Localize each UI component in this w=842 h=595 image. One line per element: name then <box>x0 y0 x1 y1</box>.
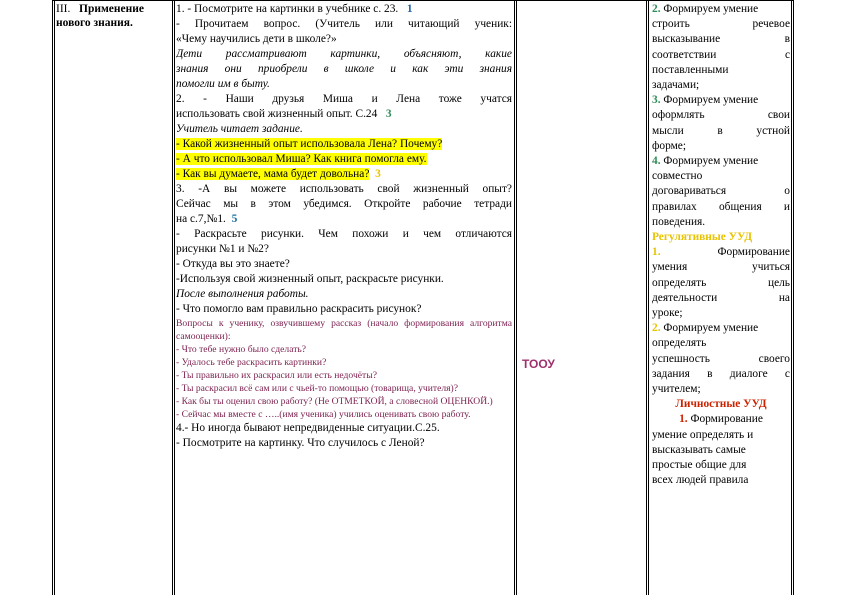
content-line: - Посмотрите на картинку. Что случилось с Леной? <box>176 437 425 449</box>
uud-line: соответствии с <box>652 48 790 61</box>
uud-line: оформлять свои <box>652 109 790 122</box>
uud-line: всех людей правила <box>652 474 749 487</box>
highlighted-question: - Какой жизненный опыт использовала Лена? Почему? <box>176 138 443 150</box>
uud-line: задачами; <box>652 79 700 92</box>
self-assessment-question: - Удалось тебе раскрасить картинки? <box>176 357 327 368</box>
uud-line: 2. Формируем умение <box>652 322 759 335</box>
uud-line: строить речевое <box>652 18 790 31</box>
uud-line: умения учиться <box>652 261 790 274</box>
self-assessment-question: - Что тебе нужно было сделать? <box>176 344 307 355</box>
content-line: - Что помогло вам правильно раскрасить рисунок? <box>176 303 422 315</box>
content-line: 4.- Но иногда бывают непредвиденные ситуации.С.25. <box>176 422 440 434</box>
content-line: - Раскрасьте рисунки. Чем похожи и чем отличаются <box>176 228 512 240</box>
uud-line: уроке; <box>652 307 683 320</box>
content-line: «Чему научились дети в школе?» <box>176 33 337 45</box>
highlighted-question: - А что использовал Миша? Как книга помогла ему. <box>176 153 427 165</box>
uud-line: определять цель <box>652 276 790 289</box>
stage-title <box>56 2 172 30</box>
uud-line: правилах общения и <box>652 200 790 213</box>
stage-title-line1: Применение <box>79 3 144 15</box>
uud-line: деятельности на <box>652 291 790 304</box>
uud-line: 1. Формирование <box>652 246 790 259</box>
uud-line: 4. Формируем умение <box>652 155 759 168</box>
teacher-note: Учитель читает задание. <box>176 123 303 135</box>
content-line: - Прочитаем вопрос. (Учитель или читающий ученик: <box>176 18 512 30</box>
teacher-note: помогли им в быту. <box>176 78 270 90</box>
table-border-right <box>791 0 794 595</box>
teacher-note: знания они приобрели в школе и как эти знания <box>176 63 512 75</box>
content-line: -Используя свой жизненный опыт, раскрасьте рисунки. <box>176 273 444 285</box>
self-assessment-question: - Как бы ты оценил свою работу? (Не ОТМЕТКОЙ, а словесной ОЦЕНКОЙ.) <box>176 396 493 407</box>
slide-number-badge: 3 <box>375 168 381 180</box>
stage-number: III. <box>56 3 71 15</box>
uud-line: задания в диалоге с <box>652 367 790 380</box>
uud-line: учителем; <box>652 383 701 396</box>
self-assessment-question: - Ты раскрасил всё сам или с чьей-то помощью (товарища, учителя)? <box>176 383 458 394</box>
content-line: рисунки №1 и №2? <box>176 243 269 255</box>
content-line: Сейчас мы в этом убедимся. Откройте рабочие тетради <box>176 198 512 210</box>
teacher-note: Дети рассматривают картинки, объясняют, какие <box>176 48 512 60</box>
uud-line: поставленными <box>652 63 729 76</box>
column-divider-3 <box>646 0 649 595</box>
stage-cell <box>56 2 172 30</box>
self-assessment-question: - Сейчас мы вместе с …..(имя ученика) учились оценивать свою работу. <box>176 409 471 420</box>
uud-line: успешность своего <box>652 352 790 365</box>
uud-line: определять <box>652 337 707 350</box>
uud-cell <box>652 2 790 489</box>
self-assessment-question: - Ты правильно их раскрасил или есть недочёты? <box>176 370 377 381</box>
uud-line: высказывание в <box>652 33 790 46</box>
uud-line: 2. Формируем умение <box>652 3 759 15</box>
uud-line: договариваться о <box>652 185 790 198</box>
regulative-uud-title: Регулятивные УУД <box>652 231 753 244</box>
content-line: на с.7,№1. 5 <box>176 213 238 225</box>
self-assessment-note: Вопросы к ученику, озвучившему рассказ (начало формирования алгоритма самооценки): <box>176 318 512 342</box>
slide-number-badge: 1 <box>406 3 413 15</box>
uud-line: совместно <box>652 170 703 183</box>
uud-line: поведения. <box>652 215 706 228</box>
slide-number-badge: 5 <box>231 213 238 225</box>
highlighted-question: - Как вы думаете, мама будет довольна? 3 <box>176 168 381 180</box>
uud-line: 1. Формирование <box>679 413 763 426</box>
uud-line: форме; <box>652 139 687 152</box>
slide-number-badge: 3 <box>385 108 392 120</box>
content-line: использовать свой жизненный опыт. С.24 3 <box>176 108 392 120</box>
uud-line: 3. Формируем умение <box>652 94 759 107</box>
stage-title-line2: нового знания. <box>56 17 133 29</box>
uud-line: простые общие для <box>652 459 747 472</box>
content-line: 3. -А вы можете использовать свой жизненный опыт? <box>176 183 512 195</box>
uud-line: умение определять и <box>652 428 754 441</box>
content-line: 1. - Посмотрите на картинки в учебнике с. 23. 1 <box>176 3 413 15</box>
content-cell <box>176 2 512 451</box>
personal-uud-title: Личностные УУД <box>675 398 767 411</box>
method-label: ТООУ <box>522 357 555 371</box>
table-border-top <box>52 0 794 1</box>
content-line: - Откуда вы это знаете? <box>176 258 290 270</box>
content-line: 2. - Наши друзья Миша и Лена тоже учатся <box>176 93 512 105</box>
uud-line: мысли в устной <box>652 124 790 137</box>
teacher-note: После выполнения работы. <box>176 288 309 300</box>
column-divider-2 <box>514 0 517 595</box>
uud-line: высказывать самые <box>652 443 746 456</box>
table-border-left <box>52 0 55 595</box>
column-divider-1 <box>172 0 175 595</box>
